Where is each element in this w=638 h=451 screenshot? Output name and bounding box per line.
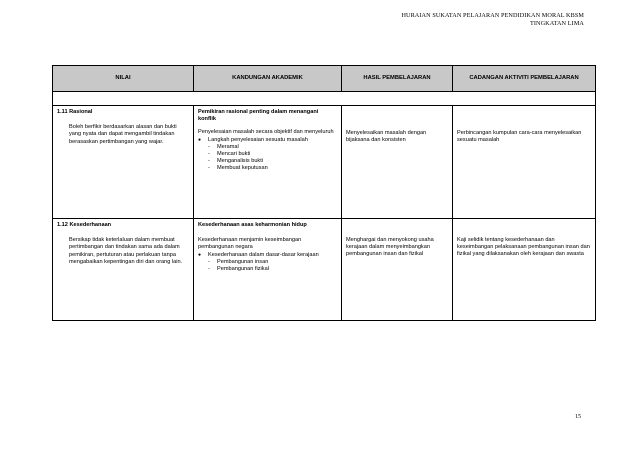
list-item: - Pembangunan fizikal xyxy=(208,266,337,273)
kandungan-cell xyxy=(194,106,342,219)
column-header-kandungan: KANDUNGAN AKADEMIK xyxy=(194,66,342,92)
column-header-hasil: HASIL PEMBELAJARAN xyxy=(342,66,453,92)
list-item: - Pembangunan insan xyxy=(208,259,337,266)
syllabus-table xyxy=(52,65,596,321)
page-number: 15 xyxy=(575,414,581,420)
kandungan-description: Kesederhanaan menjamin keseimbangan pembangunan negara xyxy=(198,237,302,251)
cadangan-text: Kaji selidik tentang kesederhanaan dan keseimbangan pelaksanaan pembangunan insan dan fizikal yang dilaksanakan oleh kerajaan dan swasta xyxy=(457,237,590,258)
nilai-description: Boleh berfikir berdasarkan alasan dan bukti yang nyata dan dapat mengambil tindakan berasaskan pertimbangan yang wajar. xyxy=(69,124,177,145)
cadangan-cell xyxy=(453,219,596,321)
hasil-cell xyxy=(342,219,453,321)
header-title: HURAIAN SUKATAN PELAJARAN PENDIDIKAN MORAL KBSM xyxy=(401,12,584,19)
kandungan-subitem-list xyxy=(198,144,337,173)
kandungan-title: Pemikiran rasional penting dalam menangani konflik xyxy=(198,109,319,123)
list-item: - Mencari bukti xyxy=(208,151,337,158)
table-row xyxy=(53,219,596,321)
nilai-description: Bersikap tidak keterlaluan dalam membuat pertimbangan dan tindakan sama ada dalam pemikiran, pertuturan atau perlakuan tanpa mengabaikan kepentingan diri dan orang lain. xyxy=(69,237,183,265)
column-header-cadangan: CADANGAN AKTIVITI PEMBELAJARAN xyxy=(453,66,596,92)
kandungan-subitem-list xyxy=(198,259,337,273)
table-row xyxy=(53,106,596,219)
list-item: - Meramal xyxy=(208,144,337,151)
hasil-text: Menghargai dan menyokong usaha kerajaan dalam menyeimbangkan pembangunan insan dan fizikal xyxy=(346,237,434,258)
nilai-title: 1.12 Kesederhanaan xyxy=(57,222,112,228)
table-header-row xyxy=(53,66,596,92)
nilai-title: 1.11 Rasional xyxy=(57,109,93,115)
kandungan-bullet-list xyxy=(198,252,337,259)
hasil-cell xyxy=(342,106,453,219)
spacer-row xyxy=(53,92,596,106)
nilai-cell xyxy=(53,219,194,321)
column-header-nilai: NILAI xyxy=(53,66,194,92)
kandungan-cell xyxy=(194,219,342,321)
cadangan-cell xyxy=(453,106,596,219)
kandungan-title: Kesederhanaan asas keharmonian hidup xyxy=(198,222,307,228)
kandungan-description: Penyelesaian masalah secara objektif dan menyeluruh xyxy=(198,129,334,136)
kandungan-bullet-list xyxy=(198,137,337,144)
list-item: - Menganalisis bukti xyxy=(208,158,337,165)
list-item: ● Langkah penyelesaian sesuatu masalah xyxy=(198,137,337,144)
hasil-text: Menyelesaikan masalah dengan bijaksana dan konsisten xyxy=(346,130,427,144)
document-header xyxy=(401,12,584,28)
nilai-cell xyxy=(53,106,194,219)
header-subtitle: TINGKATAN LIMA xyxy=(529,20,584,27)
cadangan-text: Perbincangan kumpulan cara-cara menyelesaikan sesuatu masalah xyxy=(457,130,582,144)
list-item: ● Kesederhanaan dalam dasar-dasar kerajaan xyxy=(198,252,337,259)
list-item: - Membuat keputusan xyxy=(208,165,337,172)
